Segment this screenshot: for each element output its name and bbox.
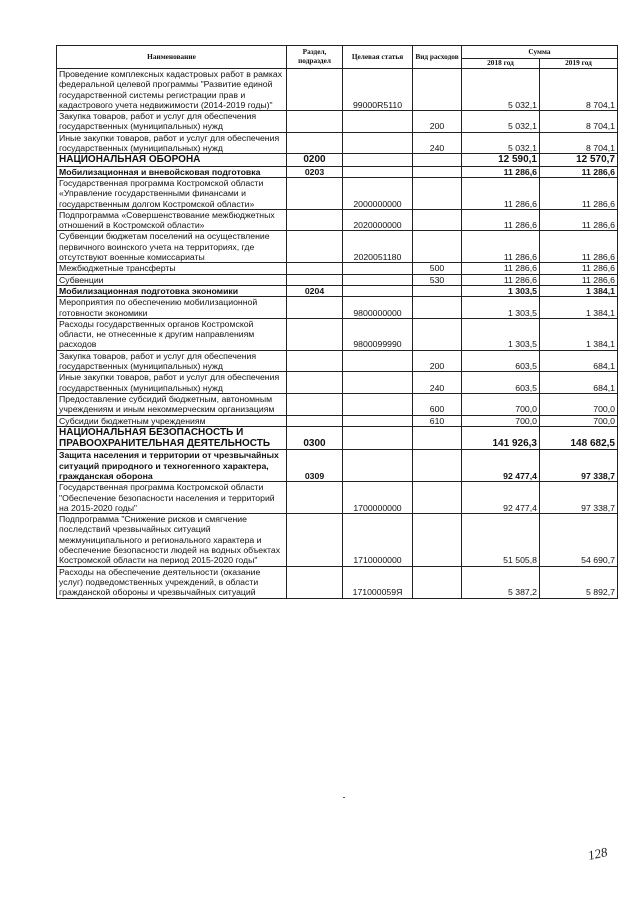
cell-kind (413, 154, 462, 166)
cell-2018: 11 286,6 (462, 166, 540, 177)
cell-section (287, 111, 343, 133)
table-row (57, 566, 618, 598)
cell-target: 9800000000 (343, 297, 413, 319)
table-row (57, 415, 618, 426)
cell-section: 0200 (287, 154, 343, 166)
cell-kind (413, 231, 462, 263)
cell-kind: 200 (413, 111, 462, 133)
cell-name: Расходы государственных органов Костромской области, не отнесенные к другим направлениям расходов (57, 318, 287, 350)
table-row (57, 285, 618, 296)
cell-kind: 610 (413, 415, 462, 426)
cell-2019: 97 338,7 (540, 450, 618, 482)
cell-kind (413, 318, 462, 350)
cell-2018: 51 505,8 (462, 514, 540, 566)
table-row (57, 132, 618, 154)
table-row (57, 154, 618, 166)
cell-2019: 1 384,1 (540, 297, 618, 319)
cell-target (343, 111, 413, 133)
cell-section (287, 318, 343, 350)
cell-target (343, 132, 413, 154)
cell-section (287, 393, 343, 415)
scan-speck (343, 797, 345, 798)
cell-2018: 5 032,1 (462, 111, 540, 133)
cell-kind (413, 566, 462, 598)
cell-section (287, 209, 343, 231)
cell-target: 1710000000 (343, 514, 413, 566)
cell-kind (413, 166, 462, 177)
cell-section (287, 274, 343, 285)
cell-section (287, 132, 343, 154)
cell-target (343, 372, 413, 394)
cell-name: Закупка товаров, работ и услуг для обеспечения государственных (муниципальных) нужд (57, 350, 287, 372)
cell-kind (413, 209, 462, 231)
cell-2018: 11 286,6 (462, 177, 540, 209)
cell-target: 2020000000 (343, 209, 413, 231)
cell-target (343, 426, 413, 450)
cell-2019: 11 286,6 (540, 274, 618, 285)
cell-2018: 141 926,3 (462, 426, 540, 450)
cell-name: Закупка товаров, работ и услуг для обеспечения государственных (муниципальных) нужд (57, 111, 287, 133)
table-row (57, 514, 618, 566)
cell-2019: 700,0 (540, 393, 618, 415)
cell-target (343, 166, 413, 177)
cell-2019: 11 286,6 (540, 166, 618, 177)
cell-2019: 12 570,7 (540, 154, 618, 166)
table-row (57, 426, 618, 450)
cell-section (287, 482, 343, 514)
page-number: 128 (586, 844, 609, 863)
cell-2018: 700,0 (462, 393, 540, 415)
cell-2019: 11 286,6 (540, 263, 618, 274)
cell-target (343, 393, 413, 415)
cell-section (287, 566, 343, 598)
cell-name: Расходы на обеспечение деятельности (оказание услуг) подведомственных учреждений, в области гражданской обороны и чрезвычайных ситуаций (57, 566, 287, 598)
cell-target (343, 415, 413, 426)
cell-kind: 240 (413, 132, 462, 154)
cell-kind: 200 (413, 350, 462, 372)
cell-2018: 5 032,1 (462, 69, 540, 111)
cell-name: Иные закупки товаров, работ и услуг для обеспечения государственных (муниципальных) нужд (57, 372, 287, 394)
cell-section (287, 231, 343, 263)
table-row (57, 166, 618, 177)
cell-section (287, 69, 343, 111)
table-row (57, 372, 618, 394)
cell-2019: 8 704,1 (540, 132, 618, 154)
cell-kind (413, 426, 462, 450)
cell-kind: 530 (413, 274, 462, 285)
cell-2018: 603,5 (462, 350, 540, 372)
table-row (57, 482, 618, 514)
cell-2019: 684,1 (540, 350, 618, 372)
cell-name: Защита населения и территории от чрезвычайных ситуаций природного и техногенного характера, гражданская оборона (57, 450, 287, 482)
cell-name: Предоставление субсидий бюджетным, автономным учреждениям и иным некоммерческим организациям (57, 393, 287, 415)
cell-2019: 97 338,7 (540, 482, 618, 514)
cell-2019: 148 682,5 (540, 426, 618, 450)
cell-2018: 11 286,6 (462, 263, 540, 274)
cell-section (287, 263, 343, 274)
cell-2018: 700,0 (462, 415, 540, 426)
cell-2018: 11 286,6 (462, 274, 540, 285)
cell-name: Государственная программа Костромской области "Обеспечение безопасности населения и территорий на 2015-2020 годы" (57, 482, 287, 514)
cell-target (343, 274, 413, 285)
cell-target: 171000059Я (343, 566, 413, 598)
cell-2019: 54 690,7 (540, 514, 618, 566)
cell-section (287, 350, 343, 372)
cell-2018: 1 303,5 (462, 285, 540, 296)
cell-2019: 8 704,1 (540, 69, 618, 111)
table-row (57, 263, 618, 274)
cell-2019: 700,0 (540, 415, 618, 426)
cell-section (287, 514, 343, 566)
table-row (57, 209, 618, 231)
cell-2019: 11 286,6 (540, 231, 618, 263)
cell-name: Мобилизационная и вневойсковая подготовка (57, 166, 287, 177)
cell-2019: 11 286,6 (540, 209, 618, 231)
cell-target: 99000R5110 (343, 69, 413, 111)
cell-kind (413, 69, 462, 111)
cell-kind: 600 (413, 393, 462, 415)
header-name: Наименование (57, 46, 287, 69)
header-kind: Вид расходов (413, 46, 462, 69)
cell-name: Иные закупки товаров, работ и услуг для обеспечения государственных (муниципальных) нужд (57, 132, 287, 154)
cell-2019: 5 892,7 (540, 566, 618, 598)
cell-target: 2000000000 (343, 177, 413, 209)
cell-name: Субвенции (57, 274, 287, 285)
cell-2019: 1 384,1 (540, 318, 618, 350)
cell-section: 0309 (287, 450, 343, 482)
table-header (57, 46, 618, 69)
header-sum: Сумма (462, 46, 618, 59)
cell-2018: 1 303,5 (462, 297, 540, 319)
table-row (57, 177, 618, 209)
header-section: Раздел, подраздел (287, 46, 343, 69)
cell-2018: 92 477,4 (462, 450, 540, 482)
table-row (57, 231, 618, 263)
cell-name: Мобилизационная подготовка экономики (57, 285, 287, 296)
cell-section: 0203 (287, 166, 343, 177)
cell-2018: 5 387,2 (462, 566, 540, 598)
cell-kind (413, 450, 462, 482)
cell-2019: 684,1 (540, 372, 618, 394)
cell-section (287, 372, 343, 394)
table-row (57, 274, 618, 285)
header-target: Целевая статья (343, 46, 413, 69)
cell-name: Подпрограмма «Совершенствование межбюджетных отношений в Костромской области» (57, 209, 287, 231)
cell-target (343, 350, 413, 372)
cell-section (287, 177, 343, 209)
cell-name: Субсидии бюджетным учреждениям (57, 415, 287, 426)
table-row (57, 297, 618, 319)
header-year-2019: 2019 год (540, 59, 618, 69)
cell-name: Мероприятия по обеспечению мобилизационной готовности экономики (57, 297, 287, 319)
table-row (57, 393, 618, 415)
cell-target (343, 285, 413, 296)
table-row (57, 318, 618, 350)
cell-target: 1700000000 (343, 482, 413, 514)
cell-2018: 5 032,1 (462, 132, 540, 154)
cell-target: 2020051180 (343, 231, 413, 263)
cell-name: НАЦИОНАЛЬНАЯ ОБОРОНА (57, 154, 287, 166)
cell-kind: 240 (413, 372, 462, 394)
cell-name: НАЦИОНАЛЬНАЯ БЕЗОПАСНОСТЬ И ПРАВООХРАНИТЕЛЬНАЯ ДЕЯТЕЛЬНОСТЬ (57, 426, 287, 450)
cell-target (343, 263, 413, 274)
cell-name: Межбюджетные трансферты (57, 263, 287, 274)
table-body (57, 69, 618, 599)
cell-name: Субвенции бюджетам поселений на осуществление первичного воинского учета на территориях, где отсутствуют военные комиссариаты (57, 231, 287, 263)
cell-name: Проведение комплексных кадастровых работ в рамках федеральной целевой программы "Развитие единой государственной системы регистрации прав и кадастрового учета недвижимости (2014-2019 годы)" (57, 69, 287, 111)
cell-kind (413, 177, 462, 209)
cell-2018: 603,5 (462, 372, 540, 394)
cell-2019: 1 384,1 (540, 285, 618, 296)
cell-kind (413, 285, 462, 296)
cell-2019: 8 704,1 (540, 111, 618, 133)
cell-2019: 11 286,6 (540, 177, 618, 209)
cell-target (343, 154, 413, 166)
table-row (57, 111, 618, 133)
table-row (57, 69, 618, 111)
cell-name: Подпрограмма "Снижение рисков и смягчение последствий чрезвычайных ситуаций межмуниципального и регионального характера и обеспечение безопасности людей на водных объектах Костромской области на период 2015-2020 годы" (57, 514, 287, 566)
cell-target: 9800099990 (343, 318, 413, 350)
cell-section (287, 297, 343, 319)
cell-kind (413, 514, 462, 566)
cell-kind: 500 (413, 263, 462, 274)
cell-section: 0204 (287, 285, 343, 296)
cell-section: 0300 (287, 426, 343, 450)
table-row (57, 450, 618, 482)
cell-section (287, 415, 343, 426)
table-row (57, 350, 618, 372)
cell-2018: 11 286,6 (462, 231, 540, 263)
header-year-2018: 2018 год (462, 59, 540, 69)
cell-kind (413, 482, 462, 514)
budget-table (56, 45, 618, 599)
cell-name: Государственная программа Костромской области «Управление государственными финансами и государственным долгом Костромской области» (57, 177, 287, 209)
cell-kind (413, 297, 462, 319)
cell-2018: 11 286,6 (462, 209, 540, 231)
cell-2018: 12 590,1 (462, 154, 540, 166)
cell-2018: 92 477,4 (462, 482, 540, 514)
cell-target (343, 450, 413, 482)
cell-2018: 1 303,5 (462, 318, 540, 350)
